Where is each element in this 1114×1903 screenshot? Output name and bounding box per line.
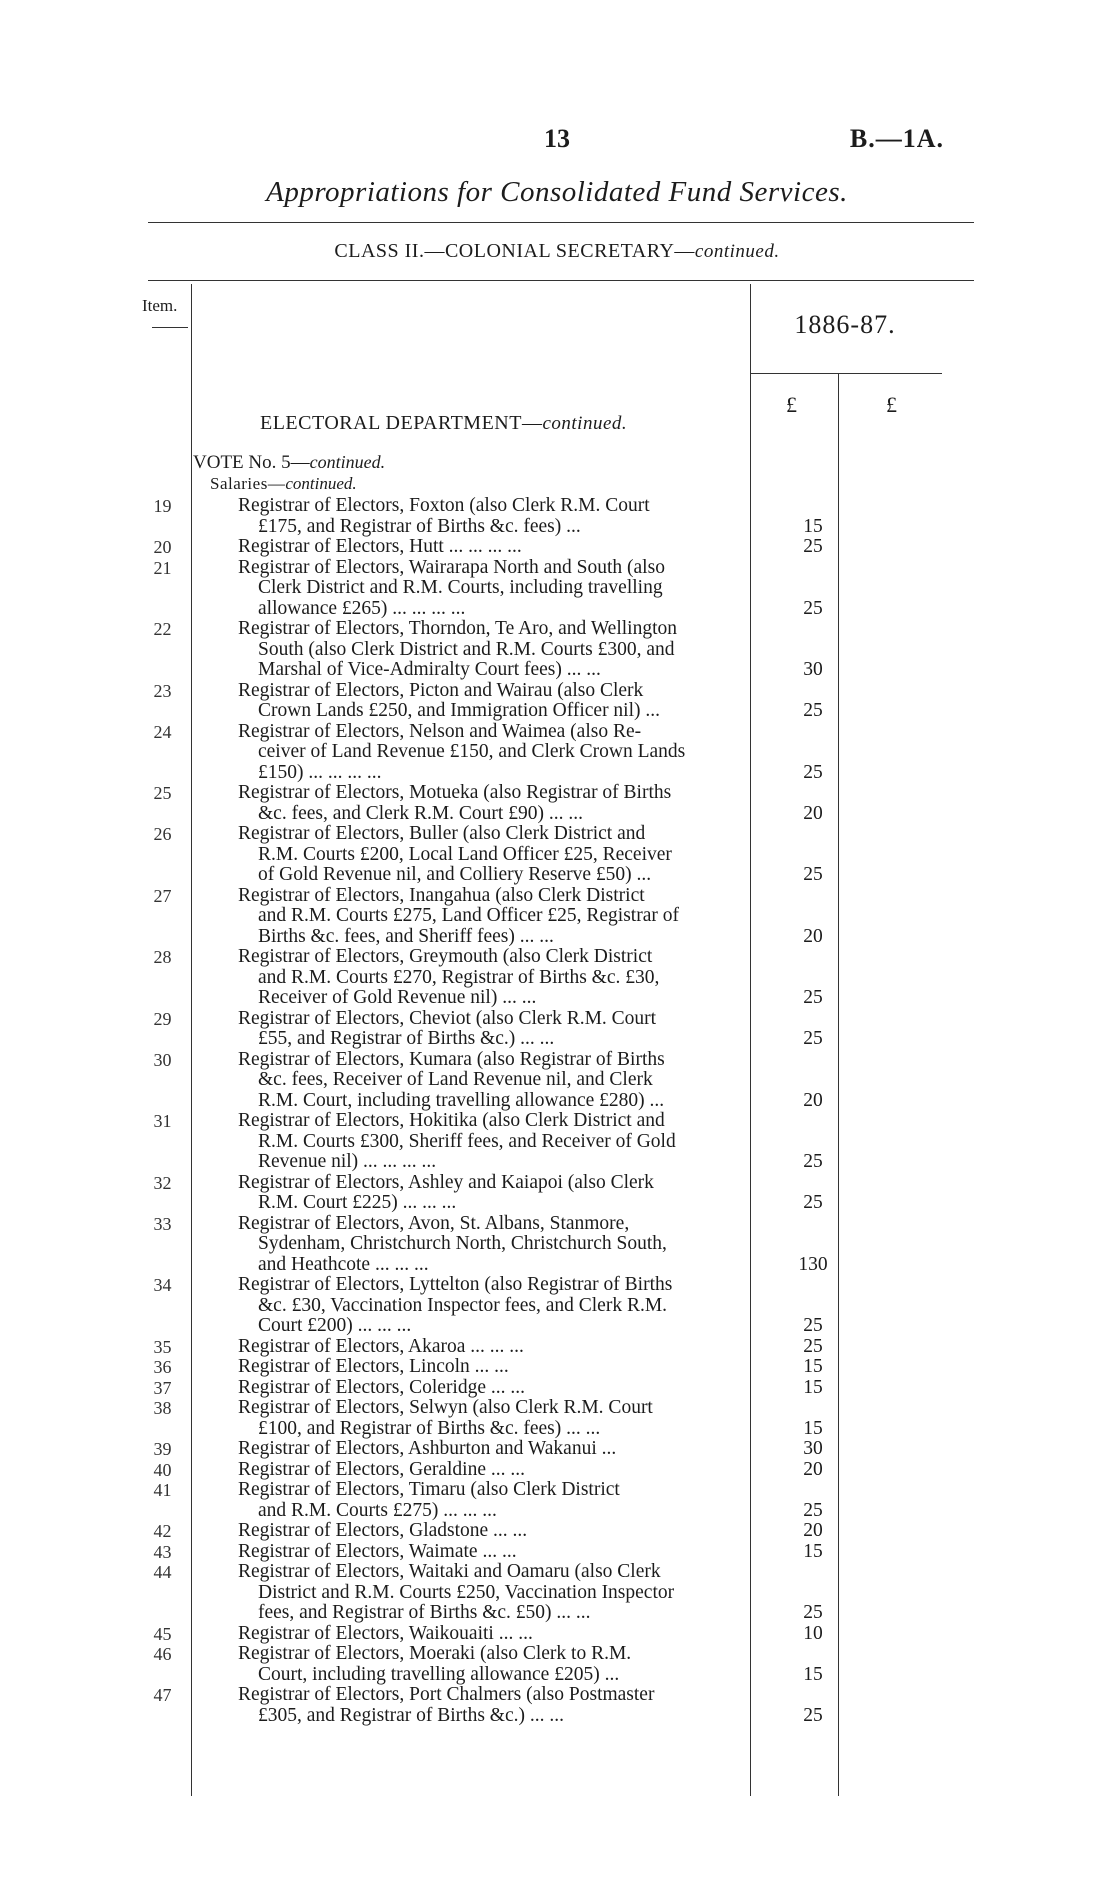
currency-symbol-col1: £ bbox=[786, 392, 797, 417]
item-number: 20 bbox=[153, 537, 172, 557]
item-number: 32 bbox=[153, 1172, 172, 1193]
item-number: 19 bbox=[153, 496, 172, 516]
item-description-line: R.M. Court, including travelling allowance £280) ... bbox=[258, 1090, 665, 1111]
item-amount: 20 bbox=[803, 802, 823, 824]
title-rule bbox=[148, 222, 974, 223]
table-row bbox=[0, 496, 1114, 537]
item-description bbox=[238, 1378, 747, 1399]
table-row bbox=[0, 1624, 1114, 1645]
item-description-line: and R.M. Courts £275) ... ... ... bbox=[258, 1500, 497, 1521]
table-row bbox=[0, 1050, 1114, 1112]
page-title: Appropriations for Consolidated Fund Services. bbox=[266, 176, 848, 208]
item-description-line: South (also Clerk District and R.M. Courts £300, and bbox=[258, 639, 675, 660]
item-number: 22 bbox=[153, 619, 172, 639]
item-description-line: Registrar of Electors, Timaru (also Clerk District bbox=[238, 1480, 620, 1500]
table-row bbox=[0, 681, 1114, 722]
table-row bbox=[0, 1398, 1114, 1439]
table-row bbox=[0, 1542, 1114, 1563]
item-description bbox=[238, 619, 747, 681]
item-description bbox=[238, 783, 747, 824]
item-description bbox=[238, 1357, 747, 1378]
item-description-line: Registrar of Electors, Lincoln ... ... bbox=[238, 1357, 509, 1377]
item-description-line: &c. fees, Receiver of Land Revenue nil, and Clerk bbox=[258, 1070, 653, 1090]
item-description bbox=[238, 1480, 747, 1521]
item-description bbox=[238, 496, 747, 537]
item-description-line: Registrar of Electors, Cheviot (also Clerk R.M. Court bbox=[238, 1008, 657, 1029]
class-heading-text: CLASS II.—COLONIAL SECRETARY— bbox=[334, 240, 695, 262]
item-amount: 15 bbox=[803, 1663, 823, 1685]
item-description-line: R.M. Court £225) ... ... ... bbox=[258, 1193, 457, 1213]
item-number: 41 bbox=[153, 1480, 172, 1500]
item-description-line: Registrar of Electors, Geraldine ... ... bbox=[238, 1459, 525, 1480]
item-description-line: &c. £30, Vaccination Inspector fees, and Clerk R.M. bbox=[258, 1295, 668, 1316]
item-description-line: Crown Lands £250, and Immigration Officer nil) ... bbox=[258, 701, 661, 721]
item-description-line: Registrar of Electors, Greymouth (also Clerk District bbox=[238, 947, 653, 967]
table-row bbox=[0, 1460, 1114, 1481]
item-amount: 10 bbox=[803, 1622, 823, 1644]
item-amount: 15 bbox=[803, 1356, 823, 1377]
item-description bbox=[238, 537, 747, 558]
item-description bbox=[238, 722, 747, 784]
table-row bbox=[0, 558, 1114, 620]
item-amount: 25 bbox=[803, 987, 823, 1008]
item-description-line: Registrar of Electors, Foxton (also Clerk R.M. Court bbox=[238, 496, 650, 516]
table-row bbox=[0, 1562, 1114, 1624]
class-heading bbox=[0, 240, 1114, 263]
item-description bbox=[238, 1111, 747, 1173]
item-description-line: Court £200) ... ... ... bbox=[258, 1316, 412, 1336]
item-amount: 15 bbox=[803, 515, 823, 537]
item-description-line: of Gold Revenue nil, and Colliery Reserve £50) ... bbox=[258, 865, 652, 885]
item-number: 43 bbox=[153, 1541, 172, 1562]
table-row bbox=[0, 722, 1114, 784]
table-row bbox=[0, 1009, 1114, 1050]
item-amount: 25 bbox=[803, 700, 823, 721]
item-number: 37 bbox=[153, 1377, 172, 1398]
item-description-line: allowance £265) ... ... ... ... bbox=[258, 598, 466, 619]
item-description-line: Registrar of Electors, Hutt ... ... ... ... bbox=[238, 537, 522, 557]
item-description bbox=[238, 886, 747, 948]
item-header-underline bbox=[152, 327, 188, 328]
item-description bbox=[238, 1398, 747, 1439]
table-row bbox=[0, 1214, 1114, 1276]
item-number: 46 bbox=[153, 1644, 172, 1664]
item-number: 39 bbox=[153, 1439, 172, 1459]
item-description bbox=[238, 1050, 747, 1112]
item-description-line: R.M. Courts £300, Sheriff fees, and Receiver of Gold bbox=[258, 1131, 676, 1152]
department-heading-continued: continued. bbox=[542, 413, 628, 434]
table-row bbox=[0, 1644, 1114, 1685]
item-description-line: Births &c. fees, and Sheriff fees) ... ... bbox=[258, 926, 554, 947]
item-amount: 20 bbox=[803, 925, 823, 947]
class-heading-continued: continued. bbox=[694, 241, 780, 262]
item-amount: 25 bbox=[803, 761, 823, 783]
item-number: 24 bbox=[153, 721, 172, 742]
table-row bbox=[0, 1173, 1114, 1214]
item-amount: 15 bbox=[803, 1376, 823, 1398]
table-row bbox=[0, 1111, 1114, 1173]
item-number: 27 bbox=[153, 885, 172, 906]
table-row bbox=[0, 824, 1114, 886]
item-description-line: and R.M. Courts £275, Land Officer £25, Registrar of bbox=[258, 906, 679, 926]
item-description-line: Clerk District and R.M. Courts, including travelling bbox=[258, 578, 663, 598]
item-number: 33 bbox=[153, 1213, 172, 1234]
item-description-line: Registrar of Electors, Waimate ... ... bbox=[238, 1541, 517, 1562]
item-description-line: Registrar of Electors, Inangahua (also Clerk District bbox=[238, 885, 645, 906]
item-description-line: Revenue nil) ... ... ... ... bbox=[258, 1152, 437, 1172]
item-amount: 15 bbox=[803, 1417, 823, 1439]
item-amount: 25 bbox=[803, 1704, 823, 1726]
item-description-line: Registrar of Electors, Waitaki and Oamaru (also Clerk bbox=[238, 1562, 661, 1582]
item-description-line: £55, and Registrar of Births &c.) ... ... bbox=[258, 1029, 555, 1049]
item-amount: 25 bbox=[803, 1315, 823, 1336]
item-description-line: &c. fees, and Clerk R.M. Court £90) ... ... bbox=[258, 803, 583, 824]
item-description-line: £305, and Registrar of Births &c.) ... ... bbox=[258, 1705, 564, 1726]
table-row bbox=[0, 1521, 1114, 1542]
item-description-line: Registrar of Electors, Hokitika (also Clerk District and bbox=[238, 1111, 665, 1131]
item-description-line: Sydenham, Christchurch North, Christchurch South, bbox=[258, 1234, 667, 1254]
table-row bbox=[0, 1439, 1114, 1460]
item-amount: 20 bbox=[803, 1520, 823, 1541]
item-number: 29 bbox=[153, 1008, 172, 1029]
document-reference: B.—1A. bbox=[849, 124, 944, 153]
item-description-line: Registrar of Electors, Thorndon, Te Aro, and Wellington bbox=[238, 619, 677, 639]
table-top-rule bbox=[148, 280, 974, 281]
item-description-line: Registrar of Electors, Port Chalmers (also Postmaster bbox=[238, 1685, 655, 1705]
table-row bbox=[0, 1480, 1114, 1521]
item-description bbox=[238, 1009, 747, 1050]
item-description-line: District and R.M. Courts £250, Vaccination Inspector bbox=[258, 1582, 675, 1603]
item-number: 38 bbox=[153, 1398, 172, 1418]
item-description-line: Court, including travelling allowance £205) ... bbox=[258, 1664, 620, 1685]
item-description-line: £150) ... ... ... ... bbox=[258, 762, 382, 783]
item-column-header: Item. bbox=[142, 296, 178, 315]
item-number: 42 bbox=[153, 1521, 172, 1541]
item-description-line: Registrar of Electors, Avon, St. Albans, Stanmore, bbox=[238, 1213, 630, 1234]
item-description bbox=[238, 824, 747, 886]
vote-heading-text: VOTE No. 5— bbox=[193, 452, 310, 473]
item-number: 34 bbox=[153, 1275, 172, 1295]
item-description-line: Marshal of Vice-Admiralty Court fees) ... ... bbox=[258, 660, 601, 680]
table-row bbox=[0, 947, 1114, 1009]
item-amount: 15 bbox=[803, 1540, 823, 1562]
item-amount: 25 bbox=[803, 1192, 823, 1213]
item-number: 31 bbox=[153, 1111, 172, 1131]
item-description-line: Registrar of Electors, Ashley and Kaiapoi (also Clerk bbox=[238, 1172, 654, 1193]
vote-heading-continued: continued. bbox=[309, 452, 386, 472]
item-description-line: Registrar of Electors, Moeraki (also Clerk to R.M. bbox=[238, 1644, 632, 1664]
item-description-line: Registrar of Electors, Wairarapa North and South (also bbox=[238, 557, 665, 578]
item-description-line: Registrar of Electors, Picton and Wairau (also Clerk bbox=[238, 680, 644, 701]
item-amount: 25 bbox=[803, 1602, 823, 1623]
item-description-line: Registrar of Electors, Coleridge ... ... bbox=[238, 1377, 526, 1398]
table-row bbox=[0, 1378, 1114, 1399]
item-description bbox=[238, 1624, 747, 1645]
item-number: 40 bbox=[153, 1459, 172, 1480]
item-number: 26 bbox=[153, 824, 172, 844]
table-row bbox=[0, 1685, 1114, 1726]
item-description-line: Receiver of Gold Revenue nil) ... ... bbox=[258, 988, 537, 1008]
page-number: 13 bbox=[544, 124, 570, 153]
item-description-line: Registrar of Electors, Selwyn (also Clerk R.M. Court bbox=[238, 1398, 653, 1418]
item-amount: 130 bbox=[798, 1253, 828, 1275]
table-row bbox=[0, 886, 1114, 948]
item-number: 30 bbox=[153, 1049, 172, 1070]
item-description-line: Registrar of Electors, Kumara (also Registrar of Births bbox=[238, 1049, 665, 1070]
item-number: 28 bbox=[153, 947, 172, 967]
item-description-line: Registrar of Electors, Ashburton and Wakanui ... bbox=[238, 1439, 617, 1459]
item-description-line: and R.M. Courts £270, Registrar of Births &c. £30, bbox=[258, 967, 660, 988]
item-amount: 25 bbox=[803, 1499, 823, 1521]
item-amount: 25 bbox=[803, 597, 823, 619]
salaries-heading-continued: continued. bbox=[285, 474, 357, 493]
item-description-line: Registrar of Electors, Akaroa ... ... ... bbox=[238, 1336, 524, 1357]
item-number: 44 bbox=[153, 1562, 172, 1582]
item-description-line: £100, and Registrar of Births &c. fees) ... ... bbox=[258, 1418, 601, 1439]
salaries-heading bbox=[210, 474, 357, 494]
department-heading bbox=[260, 412, 627, 435]
item-number: 23 bbox=[153, 680, 172, 701]
item-description-line: R.M. Courts £200, Local Land Officer £25, Receiver bbox=[258, 844, 672, 865]
table-row bbox=[0, 537, 1114, 558]
item-number: 36 bbox=[153, 1357, 172, 1377]
item-description bbox=[238, 1439, 747, 1460]
item-description bbox=[238, 1521, 747, 1542]
item-amount: 25 bbox=[803, 864, 823, 885]
department-heading-text: ELECTORAL DEPARTMENT— bbox=[260, 412, 543, 434]
item-description bbox=[238, 1214, 747, 1276]
item-description-line: £175, and Registrar of Births &c. fees) ... bbox=[258, 516, 581, 537]
item-amount: 25 bbox=[803, 1335, 823, 1357]
salaries-heading-text: Salaries— bbox=[210, 474, 286, 493]
item-description bbox=[238, 947, 747, 1009]
item-amount: 25 bbox=[803, 536, 823, 557]
item-amount: 20 bbox=[803, 1089, 823, 1111]
table-row bbox=[0, 1337, 1114, 1358]
item-description bbox=[238, 1337, 747, 1358]
item-description-line: Registrar of Electors, Buller (also Clerk District and bbox=[238, 824, 646, 844]
item-number: 45 bbox=[153, 1623, 172, 1644]
item-description-line: fees, and Registrar of Births &c. £50) ... ... bbox=[258, 1603, 591, 1623]
item-description bbox=[238, 1542, 747, 1563]
item-description bbox=[238, 1460, 747, 1481]
table-row bbox=[0, 1275, 1114, 1337]
item-description-line: Registrar of Electors, Lyttelton (also Registrar of Births bbox=[238, 1275, 673, 1295]
item-description-line: Registrar of Electors, Waikouaiti ... ... bbox=[238, 1623, 533, 1644]
item-description bbox=[238, 1685, 747, 1726]
item-number: 21 bbox=[153, 557, 172, 578]
vote-heading bbox=[193, 452, 385, 474]
item-description bbox=[238, 1173, 747, 1214]
item-number: 25 bbox=[153, 783, 172, 803]
item-amount: 25 bbox=[803, 1151, 823, 1172]
item-number: 35 bbox=[153, 1336, 172, 1357]
item-description bbox=[238, 681, 747, 722]
item-description-line: Registrar of Electors, Gladstone ... ... bbox=[238, 1521, 528, 1541]
item-amount: 30 bbox=[803, 1438, 823, 1459]
item-description-line: Registrar of Electors, Nelson and Waimea (also Re- bbox=[238, 721, 642, 742]
item-description bbox=[238, 1562, 747, 1624]
item-description bbox=[238, 1644, 747, 1685]
item-description bbox=[238, 558, 747, 620]
item-description-line: ceiver of Land Revenue £150, and Clerk Crown Lands bbox=[258, 742, 686, 762]
currency-symbol-col2: £ bbox=[886, 392, 897, 417]
item-description bbox=[238, 1275, 747, 1337]
table-row bbox=[0, 1357, 1114, 1378]
item-amount: 20 bbox=[803, 1458, 823, 1480]
item-number: 47 bbox=[153, 1685, 172, 1705]
item-amount: 25 bbox=[803, 1028, 823, 1049]
year-header-rule bbox=[750, 373, 942, 374]
item-amount: 30 bbox=[803, 659, 823, 680]
table-row bbox=[0, 619, 1114, 681]
item-description-line: Registrar of Electors, Motueka (also Registrar of Births bbox=[238, 783, 672, 803]
table-row bbox=[0, 783, 1114, 824]
year-header: 1886-87. bbox=[794, 310, 896, 339]
item-description-line: and Heathcote ... ... ... bbox=[258, 1254, 429, 1275]
